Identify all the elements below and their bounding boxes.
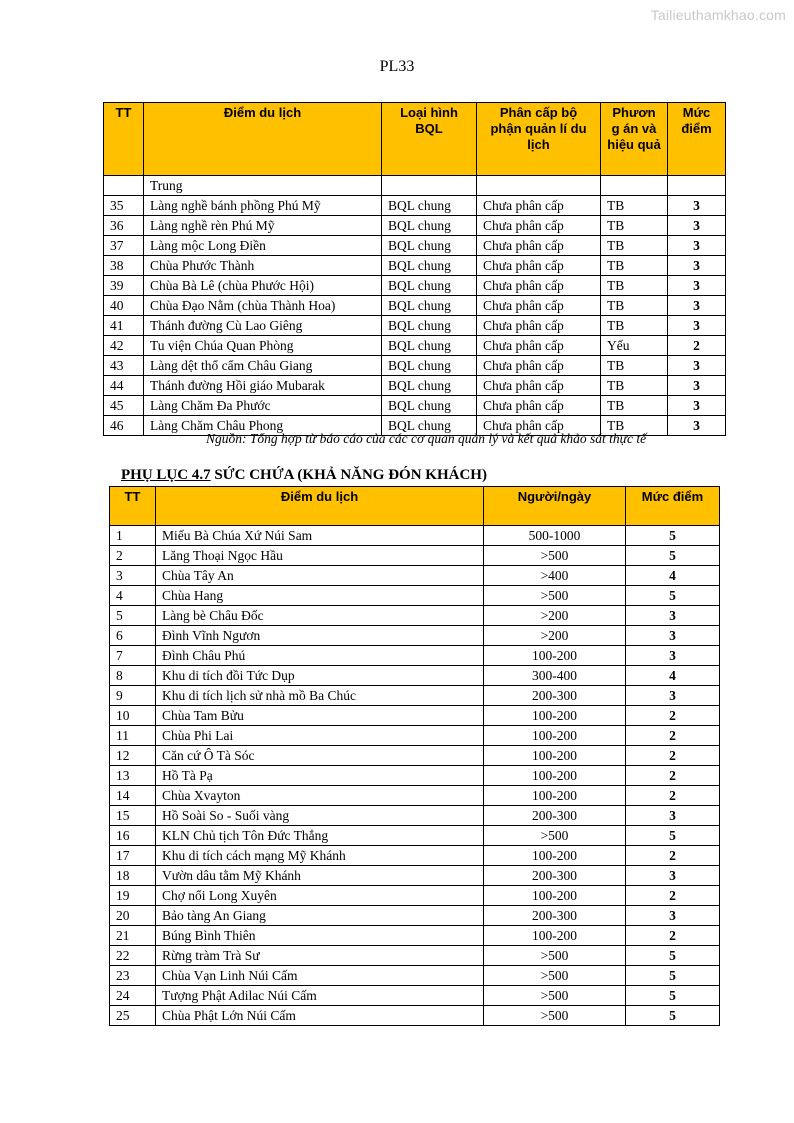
column-header: Loại hình BQL <box>382 103 477 176</box>
table-cell: 4 <box>626 666 720 686</box>
table-cell: TB <box>601 256 668 276</box>
table-cell: TB <box>601 416 668 436</box>
table-cell: 17 <box>110 846 156 866</box>
table-cell: 5 <box>626 986 720 1006</box>
table-cell: 45 <box>104 396 144 416</box>
table-cell: BQL chung <box>382 236 477 256</box>
watermark: Tailieuthamkhao.com <box>650 7 786 23</box>
table-row <box>110 1006 720 1026</box>
table-cell: 19 <box>110 886 156 906</box>
table-cell: >500 <box>484 586 626 606</box>
table-cell: >500 <box>484 546 626 566</box>
table-cell: 2 <box>626 926 720 946</box>
table-cell: TB <box>601 356 668 376</box>
table-cell: Hồ Soài So - Suối vàng <box>156 806 484 826</box>
table-cell: 5 <box>626 546 720 566</box>
table-row <box>110 926 720 946</box>
table-cell: Chưa phân cấp <box>477 356 601 376</box>
table-cell: 10 <box>110 706 156 726</box>
table-cell: Khu di tích lịch sử nhà mồ Ba Chúc <box>156 686 484 706</box>
table-cell: 2 <box>110 546 156 566</box>
table-cell: 35 <box>104 196 144 216</box>
table-row <box>110 846 720 866</box>
page-label: PL33 <box>379 58 415 75</box>
table-cell: 2 <box>626 726 720 746</box>
table-cell <box>104 176 144 196</box>
table-row <box>110 906 720 926</box>
table-cell: 5 <box>110 606 156 626</box>
table-cell: BQL chung <box>382 296 477 316</box>
table-cell: 5 <box>626 826 720 846</box>
table-cell: TB <box>601 236 668 256</box>
table-cell <box>601 176 668 196</box>
table-cell: Chùa Xvayton <box>156 786 484 806</box>
column-header: Phân cấp bộ phận quản lí du lịch <box>477 103 601 176</box>
table-row <box>104 176 726 196</box>
table-cell: 12 <box>110 746 156 766</box>
table-cell: 2 <box>626 846 720 866</box>
table-cell: Làng bè Châu Đốc <box>156 606 484 626</box>
table-cell: 3 <box>626 606 720 626</box>
table-cell: 14 <box>110 786 156 806</box>
table-cell: 3 <box>626 806 720 826</box>
table-cell: 5 <box>626 1006 720 1026</box>
table-cell: Chưa phân cấp <box>477 376 601 396</box>
table-cell: Làng Chăm Đa Phước <box>144 396 382 416</box>
table-cell: TB <box>601 316 668 336</box>
table-cell: Khu di tích cách mạng Mỹ Khánh <box>156 846 484 866</box>
table-cell: 100-200 <box>484 746 626 766</box>
table-cell: Chưa phân cấp <box>477 316 601 336</box>
table-row <box>110 546 720 566</box>
table-cell: 100-200 <box>484 706 626 726</box>
table-cell: 18 <box>110 866 156 886</box>
table-cell: 3 <box>626 646 720 666</box>
column-header: Điểm du lịch <box>156 487 484 526</box>
table-cell: BQL chung <box>382 376 477 396</box>
column-header: Phươn g án và hiệu quả <box>601 103 668 176</box>
column-header: Mức điểm <box>668 103 726 176</box>
table-cell: 3 <box>668 296 726 316</box>
table-row <box>104 236 726 256</box>
table-cell: 16 <box>110 826 156 846</box>
table-cell: 2 <box>626 766 720 786</box>
table-cell: Chưa phân cấp <box>477 256 601 276</box>
section-title-text: SỨC CHỨA (KHẢ NĂNG ĐÓN KHÁCH) <box>210 467 487 483</box>
table-row <box>110 686 720 706</box>
table-cell: Chưa phân cấp <box>477 276 601 296</box>
table-cell: 2 <box>626 786 720 806</box>
table-cell: 4 <box>626 566 720 586</box>
table-cell: Hồ Tà Pạ <box>156 766 484 786</box>
table-cell: >500 <box>484 1006 626 1026</box>
column-header: Mức điểm <box>626 487 720 526</box>
column-header: TT <box>110 487 156 526</box>
table-cell: 2 <box>626 886 720 906</box>
table-cell: Vườn dâu tằm Mỹ Khánh <box>156 866 484 886</box>
table-cell: 8 <box>110 666 156 686</box>
table-cell: Lăng Thoại Ngọc Hầu <box>156 546 484 566</box>
table-cell: Đình Vĩnh Ngươn <box>156 626 484 646</box>
table-cell: TB <box>601 216 668 236</box>
table-cell: TB <box>601 276 668 296</box>
table-cell <box>668 176 726 196</box>
table-cell: 5 <box>626 966 720 986</box>
column-header: TT <box>104 103 144 176</box>
table-cell: Yếu <box>601 336 668 356</box>
table-cell: BQL chung <box>382 196 477 216</box>
table-cell: 20 <box>110 906 156 926</box>
table-cell: Làng dệt thổ cẩm Châu Giang <box>144 356 382 376</box>
source-note: Nguồn: Tổng hợp từ báo cáo của các cơ quan quản lý và kết quả khảo sát thực tế <box>206 431 647 446</box>
table-cell: Tượng Phật Adilac Núi Cấm <box>156 986 484 1006</box>
table-row <box>104 256 726 276</box>
table-cell: Tu viện Chúa Quan Phòng <box>144 336 382 356</box>
table-cell: Chưa phân cấp <box>477 296 601 316</box>
table-cell: 21 <box>110 926 156 946</box>
table-cell: 39 <box>104 276 144 296</box>
table-cell: BQL chung <box>382 316 477 336</box>
table-cell: 41 <box>104 316 144 336</box>
table-cell: TB <box>601 196 668 216</box>
table-cell: >400 <box>484 566 626 586</box>
table-cell: 3 <box>668 256 726 276</box>
table-cell: Chùa Phi Lai <box>156 726 484 746</box>
table-cell: 7 <box>110 646 156 666</box>
table-cell <box>477 176 601 196</box>
column-header: Người/ngày <box>484 487 626 526</box>
table-row <box>110 866 720 886</box>
table-cell: 36 <box>104 216 144 236</box>
table-header-row <box>110 487 720 526</box>
table-cell: Chùa Hang <box>156 586 484 606</box>
table-cell: >500 <box>484 966 626 986</box>
table-cell: BQL chung <box>382 416 477 436</box>
table-cell: 100-200 <box>484 786 626 806</box>
table-cell: 100-200 <box>484 926 626 946</box>
table-cell: 3 <box>626 686 720 706</box>
table-cell: >500 <box>484 826 626 846</box>
table-row <box>110 826 720 846</box>
table-cell: 300-400 <box>484 666 626 686</box>
table-cell: Chùa Đạo Nằm (chùa Thành Hoa) <box>144 296 382 316</box>
table-cell: 40 <box>104 296 144 316</box>
table-cell: 3 <box>668 376 726 396</box>
table-cell: Chưa phân cấp <box>477 336 601 356</box>
table-cell: 100-200 <box>484 766 626 786</box>
table-row <box>110 946 720 966</box>
table-cell: 25 <box>110 1006 156 1026</box>
table-cell: 6 <box>110 626 156 646</box>
table-cell: 3 <box>626 866 720 886</box>
table-cell: Chùa Bà Lê (chùa Phước Hội) <box>144 276 382 296</box>
table-cell: Bảo tàng An Giang <box>156 906 484 926</box>
table-cell: Làng Chăm Châu Phong <box>144 416 382 436</box>
table-cell: 100-200 <box>484 726 626 746</box>
table-cell: 2 <box>668 336 726 356</box>
table-cell: 37 <box>104 236 144 256</box>
table-cell: Chưa phân cấp <box>477 236 601 256</box>
table-cell: 2 <box>626 706 720 726</box>
section-title-number: PHỤ LỤC 4.7 <box>121 467 211 483</box>
table-cell: 4 <box>110 586 156 606</box>
table-cell: 3 <box>668 396 726 416</box>
table-cell: 200-300 <box>484 806 626 826</box>
table-cell: Thánh đường Hồi giáo Mubarak <box>144 376 382 396</box>
table-row <box>110 886 720 906</box>
table-cell: BQL chung <box>382 356 477 376</box>
table-cell: KLN Chủ tịch Tôn Đức Thắng <box>156 826 484 846</box>
management-table <box>103 102 726 436</box>
table-cell <box>382 176 477 196</box>
table-cell: Chùa Phước Thành <box>144 256 382 276</box>
section-title <box>121 467 487 484</box>
table-cell: Miếu Bà Chúa Xứ Núi Sam <box>156 526 484 546</box>
table-cell: Chưa phân cấp <box>477 216 601 236</box>
table-cell: Chợ nổi Long Xuyên <box>156 886 484 906</box>
table-row <box>104 356 726 376</box>
table-cell: 3 <box>626 906 720 926</box>
table-cell: Làng nghề bánh phồng Phú Mỹ <box>144 196 382 216</box>
table-cell: 24 <box>110 986 156 1006</box>
table-row <box>104 196 726 216</box>
table-cell: Thánh đường Cù Lao Giêng <box>144 316 382 336</box>
table-row <box>104 276 726 296</box>
table-row <box>104 296 726 316</box>
table-cell: 23 <box>110 966 156 986</box>
table-cell: 3 <box>668 356 726 376</box>
table-cell: TB <box>601 296 668 316</box>
table-cell: BQL chung <box>382 336 477 356</box>
table-row <box>104 396 726 416</box>
table-cell: Chưa phân cấp <box>477 396 601 416</box>
table-row <box>104 376 726 396</box>
table-cell: 15 <box>110 806 156 826</box>
table-cell: 3 <box>626 626 720 646</box>
table-cell: >200 <box>484 626 626 646</box>
table-cell: >200 <box>484 606 626 626</box>
table-row <box>104 316 726 336</box>
table-cell: 200-300 <box>484 866 626 886</box>
table-cell: 100-200 <box>484 886 626 906</box>
table-row <box>110 626 720 646</box>
table-cell: 200-300 <box>484 906 626 926</box>
table-cell: Chưa phân cấp <box>477 196 601 216</box>
table-cell: 2 <box>626 746 720 766</box>
table-cell: BQL chung <box>382 396 477 416</box>
table-cell: Làng mộc Long Điền <box>144 236 382 256</box>
table-cell: Căn cứ Ô Tà Sóc <box>156 746 484 766</box>
table-cell: Búng Bình Thiên <box>156 926 484 946</box>
table-cell: 3 <box>668 316 726 336</box>
table-cell: 43 <box>104 356 144 376</box>
table-row <box>104 336 726 356</box>
table-row <box>110 806 720 826</box>
table-cell: Chùa Tam Bửu <box>156 706 484 726</box>
table-row <box>110 526 720 546</box>
table-cell: >500 <box>484 986 626 1006</box>
table-row <box>110 706 720 726</box>
table-header-row <box>104 103 726 176</box>
capacity-table <box>109 486 720 1026</box>
table-row <box>110 586 720 606</box>
table-cell: 100-200 <box>484 846 626 866</box>
column-header: Điểm du lịch <box>144 103 382 176</box>
table-cell: 46 <box>104 416 144 436</box>
table-cell: 500-1000 <box>484 526 626 546</box>
table-cell: 42 <box>104 336 144 356</box>
table-cell: 3 <box>668 216 726 236</box>
table-cell: BQL chung <box>382 276 477 296</box>
table-cell: 3 <box>668 416 726 436</box>
table-cell: 44 <box>104 376 144 396</box>
table-cell: Chùa Phật Lớn Núi Cấm <box>156 1006 484 1026</box>
table-cell: 3 <box>668 196 726 216</box>
table-cell: 100-200 <box>484 646 626 666</box>
table-cell: 38 <box>104 256 144 276</box>
table-cell: 3 <box>668 236 726 256</box>
table-cell: >500 <box>484 946 626 966</box>
table-cell: 5 <box>626 946 720 966</box>
table-cell: 3 <box>668 276 726 296</box>
table-cell: BQL chung <box>382 256 477 276</box>
table-cell: Rừng tràm Trà Sư <box>156 946 484 966</box>
table-cell: Làng nghề rèn Phú Mỹ <box>144 216 382 236</box>
table-cell: Khu di tích đồi Tức Dụp <box>156 666 484 686</box>
table-cell: 3 <box>110 566 156 586</box>
table-cell: 11 <box>110 726 156 746</box>
table-cell: Chùa Tây An <box>156 566 484 586</box>
table-cell: Đình Châu Phú <box>156 646 484 666</box>
table-row <box>110 666 720 686</box>
table-row <box>110 766 720 786</box>
table-row <box>110 746 720 766</box>
table-cell: 13 <box>110 766 156 786</box>
table-cell: 5 <box>626 586 720 606</box>
table-cell: BQL chung <box>382 216 477 236</box>
table-cell: Trung <box>144 176 382 196</box>
table-row <box>110 646 720 666</box>
table-cell: 5 <box>626 526 720 546</box>
table-cell: TB <box>601 376 668 396</box>
table-cell: 22 <box>110 946 156 966</box>
table-cell: 9 <box>110 686 156 706</box>
table-cell: 1 <box>110 526 156 546</box>
table-cell: 200-300 <box>484 686 626 706</box>
table-cell: Chùa Vạn Linh Núi Cấm <box>156 966 484 986</box>
table-row <box>104 216 726 236</box>
table-row <box>110 566 720 586</box>
table-row <box>110 986 720 1006</box>
table-row <box>110 786 720 806</box>
table-cell: Chưa phân cấp <box>477 416 601 436</box>
table-row <box>110 966 720 986</box>
table-row <box>110 726 720 746</box>
table-row <box>110 606 720 626</box>
table-cell: TB <box>601 396 668 416</box>
